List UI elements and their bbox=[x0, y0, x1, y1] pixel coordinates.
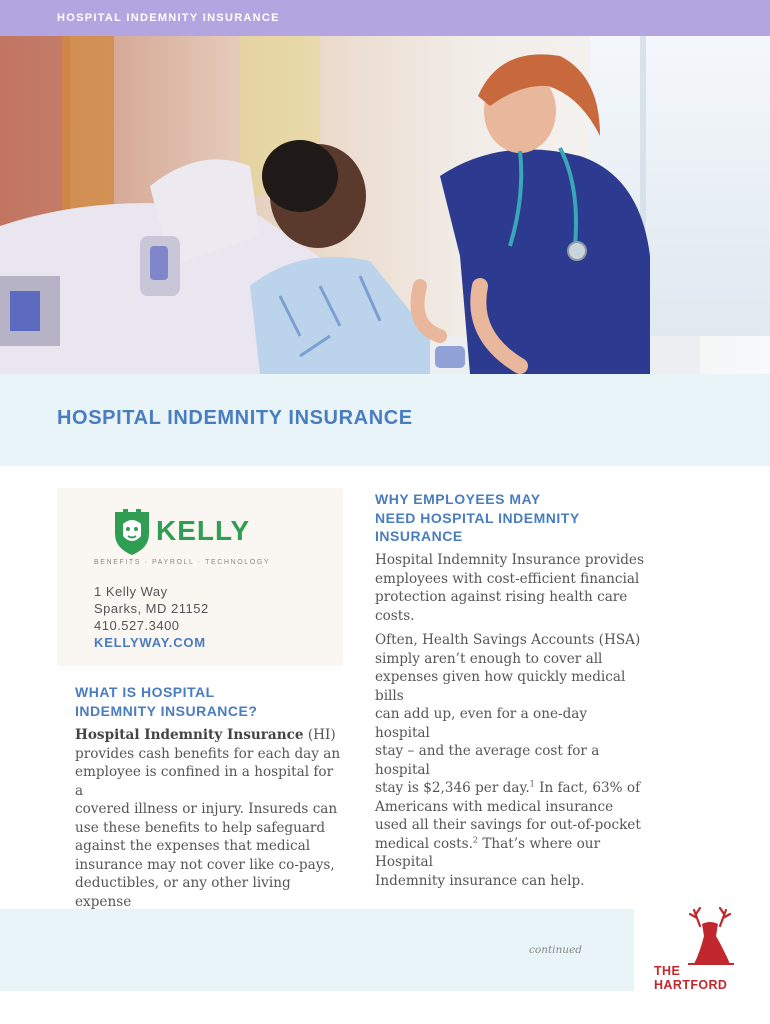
text-fragment: That’s where our Hospital bbox=[375, 835, 601, 870]
phone-number: 410.527.3400 bbox=[94, 618, 180, 633]
kelly-lion-icon bbox=[113, 508, 151, 556]
body-line: Hospital Indemnity Insurance provides bbox=[375, 552, 644, 568]
kelly-tagline: BENEFITS · PAYROLL · TECHNOLOGY bbox=[94, 559, 271, 566]
nurse-with-patient-illustration bbox=[0, 36, 770, 374]
why-heading bbox=[375, 490, 580, 546]
body-line: protection against rising health care costs. bbox=[375, 589, 628, 624]
body-line: against the expenses that medical bbox=[75, 838, 311, 854]
body-line: can add up, even for a one-day hospital bbox=[375, 706, 588, 741]
body-line: used all their savings for out-of-pocket bbox=[375, 817, 641, 833]
body-line: covered illness or injury. Insureds can bbox=[75, 801, 338, 817]
why-heading-line: NEED HOSPITAL INDEMNITY bbox=[375, 509, 580, 526]
footnote-ref-1: 1 bbox=[529, 779, 535, 789]
body-line: simply aren’t enough to cover all bbox=[375, 650, 603, 667]
body-line: employees with cost-efficient financial bbox=[375, 570, 640, 587]
body-line: Americans with medical insurance bbox=[375, 798, 614, 815]
what-is-heading-line: WHAT IS HOSPITAL bbox=[75, 684, 215, 700]
hartford-line-2: HARTFORD bbox=[654, 978, 728, 992]
body-line bbox=[375, 835, 645, 872]
what-is-lead bbox=[75, 726, 345, 745]
continued-note: continued bbox=[529, 944, 583, 956]
body-line: Indemnity insurance can help. bbox=[375, 872, 585, 889]
why-heading-line: INSURANCE bbox=[375, 528, 463, 544]
text-fragment: stay is $2,346 per day. bbox=[375, 780, 530, 796]
page-title: HOSPITAL INDEMNITY INSURANCE bbox=[57, 407, 413, 429]
why-body bbox=[375, 551, 645, 896]
why-paragraph-2 bbox=[375, 631, 645, 890]
body-line: Often, Health Savings Accounts (HSA) bbox=[375, 632, 641, 648]
stag-icon bbox=[680, 906, 740, 968]
lead-bold: Hospital Indemnity Insurance bbox=[75, 727, 304, 743]
body-line bbox=[375, 779, 645, 798]
hartford-logo-text bbox=[654, 964, 727, 992]
body-line: expenses given how quickly medical bills bbox=[375, 669, 626, 704]
what-is-heading-line: INDEMNITY INSURANCE? bbox=[75, 702, 258, 719]
lead-rest: (HI) bbox=[303, 727, 336, 743]
body-line: insurance may not cover like co-pays, bbox=[75, 856, 335, 873]
body-line: use these benefits to help safeguard bbox=[75, 819, 326, 836]
hartford-line-1: THE bbox=[654, 964, 681, 978]
hero-photo bbox=[0, 36, 770, 374]
footnote-ref-2: 2 bbox=[472, 834, 478, 844]
why-paragraph-1 bbox=[375, 551, 645, 625]
body-line: stay – and the average cost for a hospital bbox=[375, 743, 600, 778]
body-line: deductibles, or any other living expense bbox=[75, 875, 291, 910]
address-line-2: Sparks, MD 21152 bbox=[94, 601, 209, 616]
header-label: HOSPITAL INDEMNITY INSURANCE bbox=[57, 12, 280, 24]
kelly-logo-text: KELLY bbox=[156, 515, 251, 546]
top-header-bar bbox=[0, 0, 770, 36]
address-line-1: 1 Kelly Way bbox=[94, 584, 168, 599]
why-heading-line: WHY EMPLOYEES MAY bbox=[375, 491, 541, 507]
what-is-heading bbox=[75, 683, 257, 720]
website-link[interactable]: KELLYWAY.COM bbox=[94, 635, 206, 650]
what-is-body bbox=[75, 726, 345, 930]
text-fragment: medical costs. bbox=[375, 835, 473, 852]
body-line: employee is confined in a hospital for a bbox=[75, 764, 334, 799]
text-fragment: In fact, 63% of bbox=[534, 780, 641, 796]
body-line: provides cash benefits for each day an bbox=[75, 745, 341, 762]
